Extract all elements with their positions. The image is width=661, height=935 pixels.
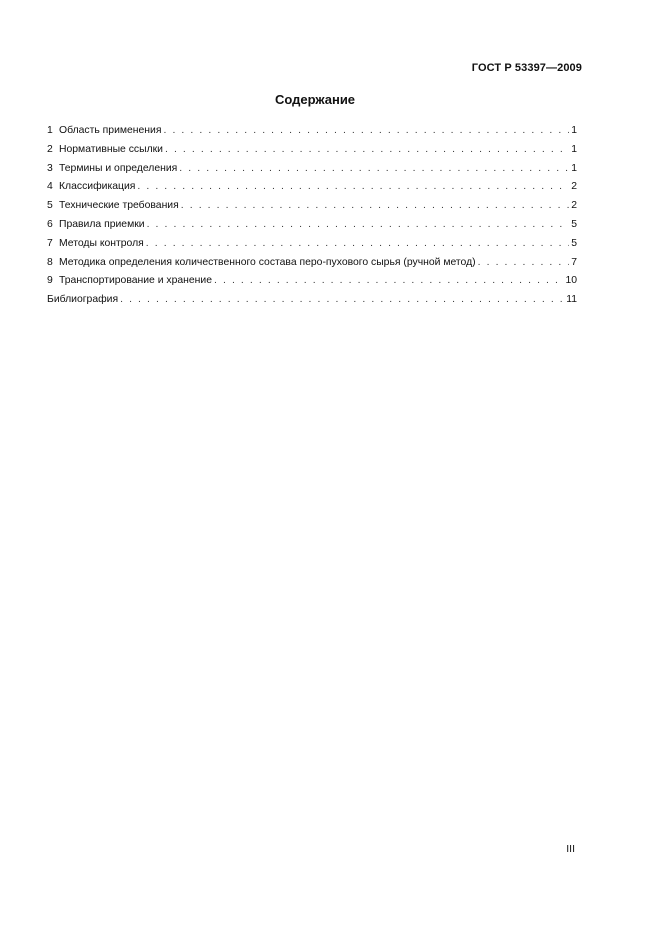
dot-leader bbox=[179, 162, 569, 176]
toc-entry-number: 4 bbox=[47, 181, 53, 193]
dot-leader bbox=[214, 274, 563, 288]
toc-entry-label: Классификация bbox=[59, 181, 136, 193]
document-code: ГОСТ Р 53397—2009 bbox=[471, 62, 582, 74]
toc-entry-page: 5 bbox=[571, 237, 577, 249]
toc-entry-terms-definitions[interactable] bbox=[47, 162, 577, 181]
toc-entry-label: Методы контроля bbox=[59, 237, 144, 249]
toc-entry-page: 1 bbox=[571, 143, 577, 155]
toc-entry-label: Транспортирование и хранение bbox=[59, 275, 213, 287]
toc-entry-label: Библиография bbox=[47, 294, 119, 306]
toc-entry-page: 2 bbox=[571, 200, 577, 212]
toc-entry-page: 5 bbox=[571, 218, 577, 230]
toc-entry-methodology[interactable] bbox=[47, 256, 577, 275]
toc-entry-page: 1 bbox=[571, 162, 577, 174]
toc-entry-number: 1 bbox=[47, 125, 53, 136]
toc-entry-number: 9 bbox=[47, 275, 53, 287]
dot-leader bbox=[478, 256, 570, 270]
toc-entry-control-methods[interactable] bbox=[47, 237, 577, 256]
toc-entry-label: Методика определения количественного состава перо-пухового сырья (ручной метод) bbox=[59, 256, 476, 268]
toc-entry-number: 2 bbox=[47, 143, 53, 155]
toc-entry-number: 7 bbox=[47, 237, 53, 249]
toc-entry-bibliography[interactable] bbox=[47, 293, 577, 312]
toc-entry-label: Правила приемки bbox=[59, 218, 145, 230]
dot-leader bbox=[163, 124, 569, 138]
toc-entry-number: 5 bbox=[47, 200, 53, 212]
toc-entry-label: Термины и определения bbox=[59, 162, 178, 174]
toc-entry-label: Технические требования bbox=[59, 200, 179, 212]
toc-entry-page: 7 bbox=[571, 256, 577, 268]
toc-entry-transport-storage[interactable] bbox=[47, 274, 577, 293]
dot-leader bbox=[165, 143, 569, 157]
toc-entry-number: 8 bbox=[47, 256, 53, 268]
toc-entry-normative-references[interactable] bbox=[47, 143, 577, 162]
dot-leader bbox=[137, 180, 569, 194]
toc-entry-technical-requirements[interactable] bbox=[47, 199, 577, 218]
toc-entry-number: 3 bbox=[47, 162, 53, 174]
page-number: III bbox=[566, 843, 575, 855]
toc-entry-number: 6 bbox=[47, 218, 53, 230]
dot-leader bbox=[146, 237, 569, 251]
dot-leader bbox=[120, 293, 564, 307]
toc-entry-label: Область применения bbox=[59, 125, 162, 136]
dot-leader bbox=[181, 199, 569, 213]
dot-leader bbox=[147, 218, 570, 232]
toc-entry-label: Нормативные ссылки bbox=[59, 143, 163, 155]
toc-title: Содержание bbox=[274, 92, 356, 107]
toc-entry-scope[interactable] bbox=[47, 124, 577, 143]
toc-entry-page: 11 bbox=[566, 294, 577, 306]
toc-entry-acceptance-rules[interactable] bbox=[47, 218, 577, 237]
toc-entry-page: 10 bbox=[565, 275, 577, 287]
table-of-contents bbox=[47, 124, 577, 312]
toc-entry-page: 2 bbox=[571, 181, 577, 193]
toc-entry-page: 1 bbox=[571, 125, 577, 136]
toc-entry-classification[interactable] bbox=[47, 180, 577, 199]
